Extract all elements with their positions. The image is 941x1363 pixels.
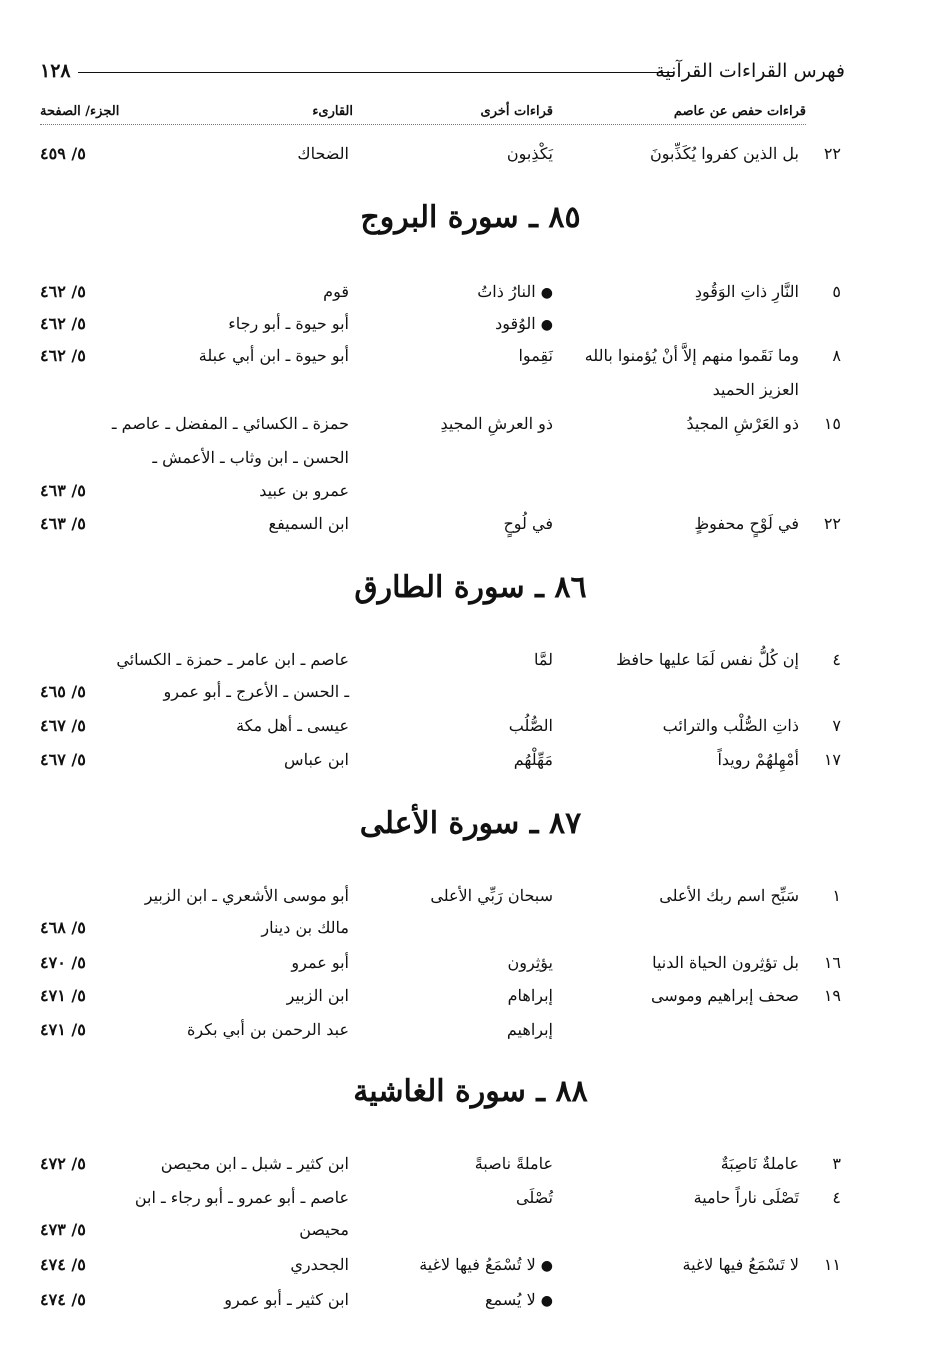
reader-name: ابن كثير ـ أبو عمرو	[224, 1290, 349, 1309]
reader-name: ابن الزبير	[286, 986, 349, 1005]
reader-name: عيسى ـ أهل مكة	[236, 716, 349, 735]
other-reading-text: نَقِموا	[518, 346, 553, 365]
volume-page-ref: ٥/ ٤٦٢	[40, 314, 86, 333]
page-number: ١٢٨	[40, 60, 71, 82]
hafs-reading: وما نَقَموا منهم إلاَّ أنْ يُؤمنوا بالله	[584, 346, 799, 365]
volume-page-ref: ٥/ ٤٦٥	[40, 682, 86, 701]
verse-number: ٥	[832, 282, 841, 301]
reader-name: عبد الرحمن بن أبي بكرة	[187, 1020, 349, 1039]
reader-name: أبو حيوة ـ ابن أبي عبلة	[198, 346, 349, 365]
other-reading	[507, 1020, 553, 1039]
other-reading-text: لمَّا	[534, 650, 553, 669]
other-reading-text: مَهِّلْهُم	[513, 750, 553, 769]
reader-name: عمرو بن عبيد	[259, 481, 349, 500]
column-header-reader: القارىء	[312, 104, 353, 119]
reader-name: ابن عباس	[284, 750, 349, 769]
column-header-rule	[40, 124, 806, 125]
reader-name: الجحدري	[290, 1255, 349, 1274]
bullet-icon: ●	[540, 285, 553, 301]
other-reading	[495, 314, 553, 333]
reader-name: عاصم ـ أبو عمرو ـ أبو رجاء ـ ابن	[134, 1188, 349, 1207]
hafs-reading: النَّارِ ذاتِ الوَقُودِ	[694, 282, 799, 301]
surah-title: ٨٨ ـ سورة الغاشية	[353, 1074, 588, 1109]
volume-page-ref: ٥/ ٤٦٢	[40, 282, 86, 301]
other-reading-text: إبراهام	[507, 986, 553, 1005]
reader-name: الحسن ـ ابن وثاب ـ الأعمش ـ	[152, 448, 349, 467]
reader-name: قوم	[323, 282, 349, 301]
other-reading	[430, 886, 553, 905]
other-reading-text: إبراهيم	[506, 1020, 553, 1039]
verse-number: ١٩	[823, 986, 841, 1005]
volume-page-ref: ٥/ ٤٦٣	[40, 514, 86, 533]
reader-name: أبو موسى الأشعري ـ ابن الزبير	[144, 886, 349, 905]
hafs-reading: بل تؤثِرون الحياة الدنيا	[652, 953, 799, 972]
other-reading-text: يؤثِرون	[507, 953, 553, 972]
reader-name: حمزة ـ الكسائي ـ المفضل ـ عاصم ـ	[111, 414, 349, 433]
verse-number: ٤	[832, 1188, 841, 1207]
reader-name: ابن السميفع	[268, 514, 349, 533]
other-reading	[503, 514, 553, 533]
reader-name: عاصم ـ ابن عامر ـ حمزة ـ الكسائي	[116, 650, 349, 669]
reader-name: أبو عمرو	[291, 953, 349, 972]
other-reading	[518, 346, 553, 365]
hafs-reading: لا تَسْمَعُ فيها لاغية	[682, 1255, 799, 1274]
hafs-reading: إن كُلُّ نفس لَمَا عليها حافظ	[616, 650, 799, 669]
other-reading	[516, 1188, 553, 1207]
volume-page-ref: ٥/ ٤٧٢	[40, 1154, 86, 1173]
other-reading-text: ذو العرشِ المجيدِ	[440, 414, 553, 433]
other-reading-text: الوُقود	[495, 314, 536, 333]
other-reading-text: في لُوحٍ	[503, 514, 553, 533]
verse-number: ٢٢	[823, 144, 841, 163]
hafs-reading: ذو العَرْشِ المجيدُ	[686, 414, 799, 433]
hafs-reading: سَبِّح اسم ربك الأعلى	[659, 886, 799, 905]
other-reading-text: لا تُسْمَعُ فيها لاغية	[419, 1255, 536, 1274]
reader-name: أبو حيوة ـ أبو رجاء	[228, 314, 349, 333]
header-rule	[78, 72, 673, 73]
other-reading	[475, 1154, 553, 1173]
volume-page-ref: ٥/ ٤٦٨	[40, 918, 86, 937]
other-reading	[507, 144, 553, 163]
volume-page-ref: ٥/ ٤٧١	[40, 1020, 86, 1039]
column-header-other: قراءات أخرى	[480, 104, 553, 119]
volume-page-ref: ٥/ ٤٥٩	[40, 144, 86, 163]
surah-title: ٨٧ ـ سورة الأعلى	[359, 806, 582, 841]
volume-page-ref: ٥/ ٤٧٠	[40, 953, 86, 972]
verse-number: ٤	[832, 650, 841, 669]
reader-name: مالك بن دينار	[261, 918, 349, 937]
verse-number: ١٦	[823, 953, 841, 972]
other-reading	[508, 953, 553, 972]
other-reading	[419, 1255, 553, 1274]
hafs-reading: العزيز الحميد	[712, 380, 799, 399]
other-reading	[508, 986, 553, 1005]
other-reading-text: الصُّلُب	[508, 716, 553, 735]
other-reading-text: سبحان رَبِّي الأعلى	[430, 886, 553, 905]
column-header-hafs: قراءات حفص عن عاصم	[673, 104, 806, 119]
volume-page-ref: ٥/ ٤٧٤	[40, 1255, 86, 1274]
surah-title: ٨٦ ـ سورة الطارق	[354, 570, 587, 605]
reader-name: محيصن	[299, 1220, 349, 1239]
volume-page-ref: ٥/ ٤٧١	[40, 986, 86, 1005]
other-reading-text: يَكْذِبون	[506, 144, 553, 163]
other-reading-text: عاملةً ناصبةً	[474, 1154, 553, 1173]
other-reading	[477, 282, 553, 301]
reader-name: الضحاك	[297, 144, 349, 163]
other-reading-text: لا يُسمع	[484, 1290, 536, 1309]
verse-number: ٨	[832, 346, 841, 365]
hafs-reading: أمْهِلهُمْ رويداً	[717, 750, 799, 769]
volume-page-ref: ٥/ ٤٦٧	[40, 750, 86, 769]
other-reading	[485, 1290, 553, 1309]
other-reading	[514, 750, 553, 769]
verse-number: ٣	[832, 1154, 841, 1173]
verse-number: ١١	[823, 1255, 841, 1274]
reader-name: ابن كثير ـ شبل ـ ابن محيصن	[160, 1154, 349, 1173]
volume-page-ref: ٥/ ٤٦٣	[40, 481, 86, 500]
column-header-ref: الجزء/ الصفحة	[40, 104, 120, 119]
verse-number: ٧	[832, 716, 841, 735]
hafs-reading: ذاتِ الصُّلْب والترائب	[662, 716, 799, 735]
hafs-reading: صحف إبراهيم وموسى	[650, 986, 799, 1005]
bullet-icon: ●	[540, 1293, 553, 1309]
volume-page-ref: ٥/ ٤٦٧	[40, 716, 86, 735]
other-reading	[509, 716, 553, 735]
hafs-reading: في لَوْحٍ محفوظٍ	[694, 514, 799, 533]
bullet-icon: ●	[540, 1258, 553, 1274]
verse-number: ٢٢	[823, 514, 841, 533]
other-reading	[440, 414, 553, 433]
other-reading-text: تُصْلَى	[516, 1188, 553, 1207]
volume-page-ref: ٥/ ٤٧٣	[40, 1220, 86, 1239]
verse-number: ١٥	[823, 414, 841, 433]
other-reading	[534, 650, 553, 669]
hafs-reading: عاملةٌ نَاصِبَةٌ	[720, 1154, 799, 1173]
volume-page-ref: ٥/ ٤٦٢	[40, 346, 86, 365]
verse-number: ١٧	[823, 750, 841, 769]
running-header-title: فهرس القراءات القرآنية	[655, 60, 845, 82]
other-reading-text: النارُ ذاتُ	[477, 282, 536, 301]
hafs-reading: بل الذين كفروا يُكَذِّبونَ	[649, 144, 799, 163]
hafs-reading: تَصْلَى ناراً حامية	[693, 1188, 799, 1207]
volume-page-ref: ٥/ ٤٧٤	[40, 1290, 86, 1309]
reader-name: ـ الحسن ـ الأعرج ـ أبو عمرو	[163, 682, 349, 701]
verse-number: ١	[832, 886, 841, 905]
bullet-icon: ●	[540, 317, 553, 333]
surah-title: ٨٥ ـ سورة البروج	[360, 200, 581, 235]
